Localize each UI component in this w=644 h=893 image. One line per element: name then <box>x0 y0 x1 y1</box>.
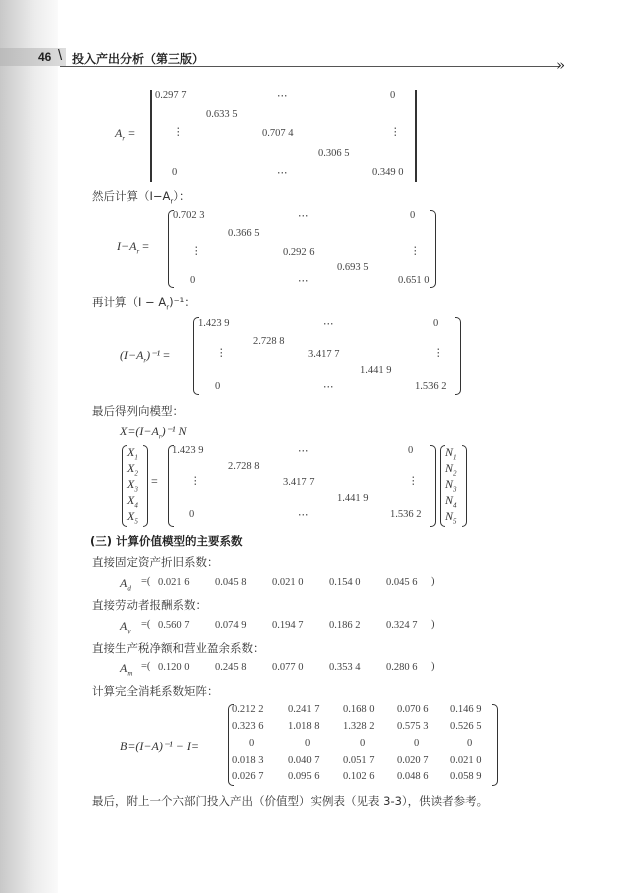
b-matrix-entry: 0.040 7 <box>288 755 320 766</box>
vdots-symbol: ⋮ <box>408 476 419 487</box>
matrix-entry: 0.297 7 <box>155 90 187 101</box>
b-matrix-entry: 0.026 7 <box>232 771 264 782</box>
matrix-entry: 0.651 0 <box>398 275 430 286</box>
b-matrix-entry: 0.021 0 <box>450 755 482 766</box>
matrix-paren-left <box>168 445 174 527</box>
b-matrix-entry: 0.070 6 <box>397 704 429 715</box>
tax-label: 直接生产税净额和营业盈余系数： <box>92 641 265 655</box>
n-vector-entry: $N_2$ <box>445 461 457 478</box>
matrix-entry: 0.702 3 <box>173 210 205 221</box>
matrix-label: $A_r$ = <box>115 126 135 143</box>
b-matrix-entry: 0 <box>414 738 420 749</box>
vdots-symbol: ⋮ <box>390 127 401 138</box>
matrix-entry: 3.417 7 <box>308 349 340 360</box>
header-tab <box>0 48 66 66</box>
b-matrix-entry: 1.018 8 <box>288 721 320 732</box>
vector-entry: 0.120 0 <box>158 662 190 673</box>
matrix-bracket-left <box>150 90 152 182</box>
paren-open: =( <box>141 619 151 630</box>
final-model-text: 最后得列向模型： <box>92 404 184 418</box>
x-vector-entry: $X_4$ <box>127 493 138 510</box>
vector-entry: 0.280 6 <box>386 662 418 673</box>
matrix-entry: 0.366 5 <box>228 228 260 239</box>
matrix-entry: 1.423 9 <box>198 318 230 329</box>
paren-close: ) <box>431 576 435 587</box>
hdots-symbol: ⋯ <box>323 319 334 330</box>
vdots-symbol: ⋮ <box>433 348 444 359</box>
coefficient-label: $A_d$ <box>120 576 131 593</box>
matrix-entry: 0.707 4 <box>262 128 294 139</box>
matrix-entry: 0.292 6 <box>283 247 315 258</box>
matrix-label: $I-A_r$ = <box>117 239 149 256</box>
b-matrix-entry: 0 <box>467 738 473 749</box>
n-vector-entry: $N_3$ <box>445 477 457 494</box>
depreciation-label: 直接固定资产折旧系数： <box>92 555 219 569</box>
matrix-entry: 1.441 9 <box>337 493 369 504</box>
n-vector-entry: $N_4$ <box>445 493 457 510</box>
b-matrix-entry: 0.048 6 <box>397 771 429 782</box>
coefficient-label: $A_v$ <box>120 619 131 636</box>
b-matrix-entry: 0 <box>360 738 366 749</box>
vector-paren-right <box>462 445 467 527</box>
matrix-entry: 0.349 0 <box>372 167 404 178</box>
zero-entry: 0 <box>408 445 414 456</box>
matrix-paren-right <box>455 317 461 395</box>
vdots-symbol: ⋮ <box>410 246 421 257</box>
hdots-symbol: ⋯ <box>277 168 288 179</box>
matrix-entry: 2.728 8 <box>253 336 285 347</box>
b-matrix-entry: 0.058 9 <box>450 771 482 782</box>
vdots-symbol: ⋮ <box>216 348 227 359</box>
b-matrix-entry: 0.020 7 <box>397 755 429 766</box>
matrix-entry: 1.441 9 <box>360 365 392 376</box>
vdots-symbol: ⋮ <box>173 127 184 138</box>
page-edge-shadow <box>0 0 58 893</box>
coefficient-label: $A_m$ <box>120 661 133 678</box>
matrix-paren-right <box>492 704 498 786</box>
zero-entry: 0 <box>390 90 396 101</box>
matrix-label: $(I-A_r)^{-1}$ = <box>120 348 170 365</box>
vector-entry: 0.353 4 <box>329 662 361 673</box>
b-matrix-entry: 0.323 6 <box>232 721 264 732</box>
vector-entry: 0.560 7 <box>158 620 190 631</box>
b-matrix-entry: 0.526 5 <box>450 721 482 732</box>
matrix-entry: 1.536 2 <box>415 381 447 392</box>
b-matrix-entry: 0.102 6 <box>343 771 375 782</box>
zero-entry: 0 <box>190 275 196 286</box>
vector-entry: 0.154 0 <box>329 577 361 588</box>
vector-entry: 0.324 7 <box>386 620 418 631</box>
hdots-symbol: ⋯ <box>298 446 309 457</box>
labor-label: 直接劳动者报酬系数： <box>92 598 207 612</box>
book-title: 投入产出分析（第三版） <box>72 52 205 66</box>
vector-entry: 0.186 2 <box>329 620 361 631</box>
section-heading: (三) 计算价值模型的主要系数 <box>90 534 243 548</box>
b-matrix-entry: 1.328 2 <box>343 721 375 732</box>
then-compute-text: 然后计算$(I-A_r)$： <box>92 189 191 206</box>
b-matrix-entry: 0 <box>305 738 311 749</box>
matrix-entry: 2.728 8 <box>228 461 260 472</box>
page-number: 46 <box>38 50 52 64</box>
b-matrix-entry: 0.095 6 <box>288 771 320 782</box>
b-matrix-entry: 0.146 9 <box>450 704 482 715</box>
b-matrix-entry: 0.575 3 <box>397 721 429 732</box>
paren-close: ) <box>431 619 435 630</box>
vdots-symbol: ⋮ <box>191 246 202 257</box>
hdots-symbol: ⋯ <box>323 382 334 393</box>
matrix-paren-right <box>430 210 436 288</box>
paren-open: =( <box>141 576 151 587</box>
vector-entry: 0.077 0 <box>272 662 304 673</box>
matrix-paren-right <box>430 445 436 527</box>
x-vector-entry: $X_3$ <box>127 477 138 494</box>
nav-chevron-icon: » <box>556 56 566 74</box>
paren-close: ) <box>431 661 435 672</box>
zero-entry: 0 <box>172 167 178 178</box>
vector-entry: 0.021 0 <box>272 577 304 588</box>
header-slash: \ <box>58 47 63 64</box>
closing-text: 最后，附上一个六部门投入产出（价值型）实例表（见表 3-3），供读者参考。 <box>92 794 489 808</box>
b-matrix-entry: 0.051 7 <box>343 755 375 766</box>
zero-entry: 0 <box>215 381 221 392</box>
vector-entry: 0.045 8 <box>215 577 247 588</box>
vector-entry: 0.245 8 <box>215 662 247 673</box>
vdots-symbol: ⋮ <box>190 476 201 487</box>
b-matrix-entry: 0.212 2 <box>232 704 264 715</box>
zero-entry: 0 <box>433 318 439 329</box>
zero-entry: 0 <box>189 509 195 520</box>
complete-label: 计算完全消耗系数矩阵： <box>92 684 219 698</box>
x-vector-entry: $X_1$ <box>127 445 138 462</box>
header-rule <box>60 66 560 67</box>
b-matrix-entry: 0.241 7 <box>288 704 320 715</box>
n-vector-entry: $N_5$ <box>445 509 457 526</box>
vector-paren-right <box>143 445 148 527</box>
vector-entry: 0.194 7 <box>272 620 304 631</box>
b-matrix-label: B=(I−A)⁻¹ − I= <box>120 739 199 753</box>
again-compute-text: 再计算$(I - A_r)^{-1}$： <box>92 295 196 312</box>
b-matrix-entry: 0.018 3 <box>232 755 264 766</box>
x-vector-entry: $X_2$ <box>127 461 138 478</box>
matrix-bracket-right <box>415 90 417 182</box>
model-equation: $X=(I-A_r)^{-1}$ N <box>120 424 187 441</box>
matrix-entry: 0.693 5 <box>337 262 369 273</box>
hdots-symbol: ⋯ <box>277 91 288 102</box>
x-vector-entry: $X_5$ <box>127 509 138 526</box>
b-matrix-entry: 0.168 0 <box>343 704 375 715</box>
matrix-entry: 0.633 5 <box>206 109 238 120</box>
zero-entry: 0 <box>410 210 416 221</box>
hdots-symbol: ⋯ <box>298 276 309 287</box>
b-matrix-entry: 0 <box>249 738 255 749</box>
vector-entry: 0.045 6 <box>386 577 418 588</box>
hdots-symbol: ⋯ <box>298 211 309 222</box>
n-vector-entry: $N_1$ <box>445 445 457 462</box>
matrix-paren-left <box>168 210 174 288</box>
matrix-entry: 1.536 2 <box>390 509 422 520</box>
hdots-symbol: ⋯ <box>298 510 309 521</box>
equals-sign: = <box>151 474 158 488</box>
paren-open: =( <box>141 661 151 672</box>
matrix-entry: 0.306 5 <box>318 148 350 159</box>
vector-entry: 0.074 9 <box>215 620 247 631</box>
matrix-entry: 3.417 7 <box>283 477 315 488</box>
matrix-entry: 1.423 9 <box>172 445 204 456</box>
vector-entry: 0.021 6 <box>158 577 190 588</box>
